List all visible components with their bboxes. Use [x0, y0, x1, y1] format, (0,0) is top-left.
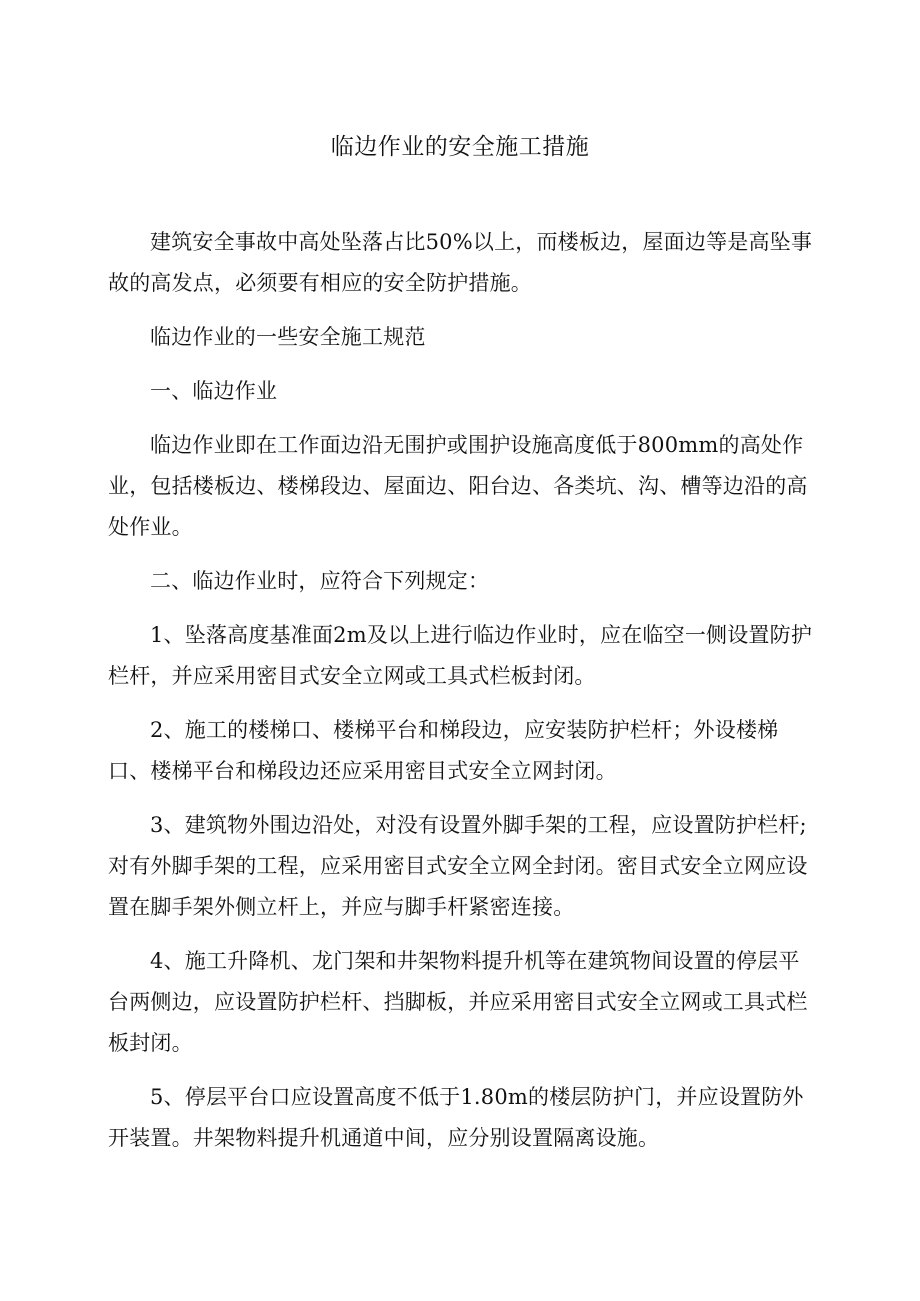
section-heading-1: 一、临边作业: [150, 379, 278, 403]
rule-item-5: 5、停层平台口应设置高度不低于1.80m的楼层防护门，并应设置防外开装置。井架物料提升机通道中间，应分别设置隔离设施。: [108, 1085, 804, 1150]
paragraph-subtitle: 临边作业的一些安全施工规范: [150, 325, 426, 349]
document-body: [108, 222, 820, 1159]
paragraph-intro: 建筑安全事故中高处坠落占比50%以上，而楼板边，屋面边等是高坠事故的高发点，必须要有相应的安全防护措施。: [108, 230, 813, 295]
section-heading-2: 二、临边作业时，应符合下列规定：: [150, 569, 490, 593]
rule-item-1: 1、坠落高度基准面2m及以上进行临边作业时，应在临空一侧设置防护栏杆，并应采用密目式安全立网或工具式栏板封闭。: [108, 623, 813, 688]
rule-item-3: 3、建筑物外围边沿处，对没有设置外脚手架的工程，应设置防护栏杆;对有外脚手架的工程，应采用密目式安全立网全封闭。密目式安全立网应设置在脚手架外侧立杆上，并应与脚手杆紧密连接。: [108, 813, 808, 919]
rule-item-4: 4、施工升降机、龙门架和井架物料提升机等在建筑物间设置的停层平台两侧边，应设置防护栏杆、挡脚板，并应采用密目式安全立网或工具式栏板封闭。: [108, 949, 808, 1055]
document-title: 临边作业的安全施工措施: [330, 134, 590, 160]
rule-item-2: 2、施工的楼梯口、楼梯平台和梯段边，应安装防护栏杆；外设楼梯口、楼梯平台和梯段边还应采用密目式安全立网封闭。: [108, 718, 779, 783]
paragraph-definition: 临边作业即在工作面边沿无围护或围护设施高度低于800mm的高处作业，包括楼板边、楼梯段边、屋面边、阳台边、各类坑、沟、槽等边沿的高处作业。: [108, 433, 808, 539]
